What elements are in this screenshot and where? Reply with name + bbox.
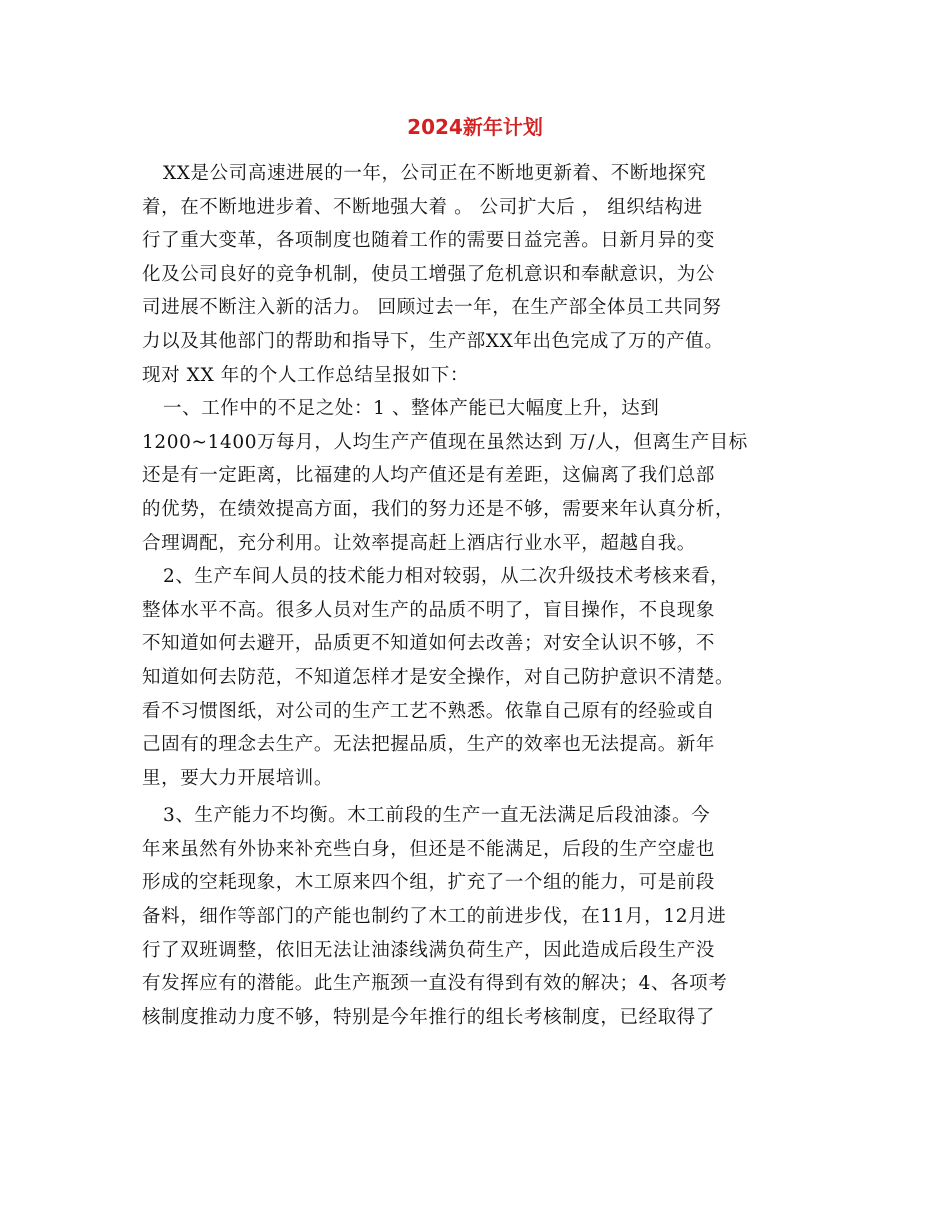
text-line: 知道如何去防范，不知道怎样才是安全操作，对自己防护意识不清楚。 bbox=[142, 666, 735, 688]
text-line: 有发挥应有的潜能。此生产瓶颈一直没有得到有效的解决；4、各项考 bbox=[142, 973, 728, 995]
text-line: 不知道如何去避开，品质更不知道如何去改善；对安全认识不够，不 bbox=[142, 633, 716, 655]
text-line: 年来虽然有外协来补充些白身，但还是不能满足，后段的生产空虚也 bbox=[142, 838, 716, 860]
text-line: 核制度推动力度不够，特别是今年推行的组长考核制度，已经取得了 bbox=[142, 1006, 716, 1028]
text-line: 形成的空耗现象，木工原来四个组，扩充了一个组的能力，可是前段 bbox=[142, 872, 716, 894]
text-line: 1200~1400万每月，人均生产产值现在虽然达到 万/人，但离生产目标 bbox=[142, 431, 748, 453]
text-line: 3、生产能力不均衡。木工前段的生产一直无法满足后段油漆。今 bbox=[163, 805, 711, 827]
text-line: 的优势，在绩效提高方面，我们的努力还是不够，需要来年认真分析， bbox=[142, 498, 735, 520]
text-line: 一、工作中的不足之处：1 、整体产能已大幅度上升，达到 bbox=[163, 398, 660, 420]
text-line: 看不习惯图纸，对公司的生产工艺不熟悉。依靠自己原有的经验或自 bbox=[142, 700, 716, 722]
text-line: 合理调配，充分利用。让效率提高赶上酒店行业水平，超越自我。 bbox=[142, 532, 696, 554]
text-line: 现对 XX 年的个人工作总结呈报如下： bbox=[142, 364, 470, 386]
text-line: 还是有一定距离，比福建的人均产值还是有差距，这偏离了我们总部 bbox=[142, 465, 716, 487]
paragraph-shortcomings-1 bbox=[142, 392, 822, 560]
paragraph-shortcomings-2 bbox=[142, 560, 822, 795]
text-line: 2、生产车间人员的技术能力相对较弱，从二次升级技术考核来看， bbox=[163, 566, 730, 588]
text-line: XX是公司高速进展的一年，公司正在不断地更新着、不断地探究 bbox=[163, 163, 707, 184]
document-body bbox=[142, 157, 822, 1034]
paragraph-shortcomings-3 bbox=[142, 799, 822, 1034]
text-line: 着，在不断地进步着、不断地强大着 。 公司扩大后 ， 组织结构进 bbox=[142, 196, 703, 218]
text-line: 司进展不断注入新的活力。 回顾过去一年，在生产部全体员工共同努 bbox=[142, 297, 722, 319]
text-line: 行了重大变革，各项制度也随着工作的需要日益完善。日新月异的变 bbox=[142, 230, 716, 252]
text-line: 备料，细作等部门的产能也制约了木工的前进步伐，在11月，12月进 bbox=[142, 906, 727, 928]
text-line: 己固有的理念去生产。无法把握品质，生产的效率也无法提高。新年 bbox=[142, 734, 716, 756]
text-line: 行了双班调整，依旧无法让油漆线满负荷生产，因此造成后段生产没 bbox=[142, 939, 716, 961]
text-line: 整体水平不高。很多人员对生产的品质不明了，盲目操作，不良现象 bbox=[142, 599, 716, 621]
paragraph-intro bbox=[142, 157, 822, 392]
document-title: 2024新年计划 bbox=[407, 115, 543, 139]
text-line: 化及公司良好的竞争机制，使员工增强了危机意识和奉献意识，为公 bbox=[142, 263, 716, 285]
text-line: 力以及其他部门的帮助和指导下，生产部XX年出色完成了万的产值。 bbox=[142, 330, 724, 352]
text-line: 里，要大力开展培训。 bbox=[142, 767, 334, 789]
